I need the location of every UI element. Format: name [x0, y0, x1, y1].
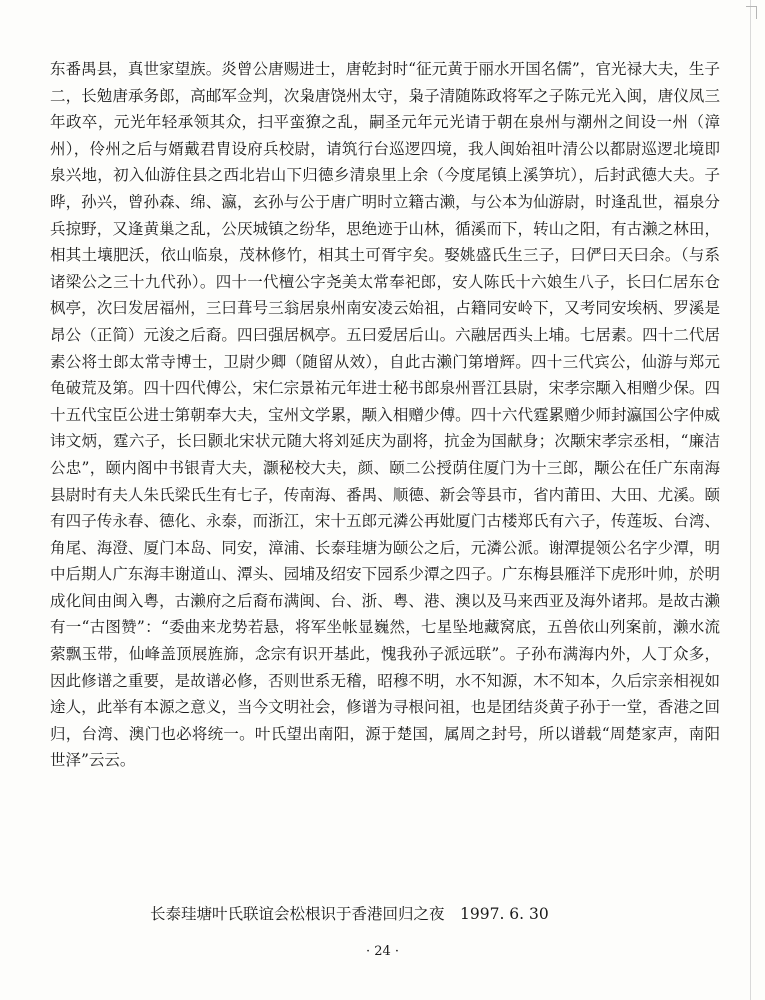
corner-scan-mark [746, 6, 757, 19]
signature-line: 长泰珪塘叶氏联谊会松根识于香港回归之夜 1997. 6. 30 [150, 905, 549, 923]
page-number: · 24 · [365, 944, 400, 959]
genealogy-body-text: 东番禺县，真世家望族。炎曾公唐赐进士，唐乾封时“征元黄于丽水开国名儒”，官光禄大夫，生子二，长勉唐承务郎，高邮军佥判，次枭唐饶州太守，枭子清随陈政将军之子陈元光入闽，唐仪凤三年政卒，元光年轻承领其众，扫平蛮獠之乱，嗣圣元年元光请于朝在泉州与潮州之间设一州（漳州），伶州之后与婿戴君胄设府兵校尉，请筑行台巡逻四境，我人闽始祖叶清公以都尉巡逻北境即泉兴地，初入仙游住县之西北岩山下归德乡清泉里上余（今度尾镇上溪笋坑），后封武德大夫。子晔，孙兴，曾孙森、绵、瀛，玄孙与公于唐广明时立籍古濑，与公本为仙游尉，时逢乱世，福泉分兵掠野，又逢黄巢之乱，公厌城镇之纷华，思绝迹于山林，循溪而下，转山之阳，有古濑之林田，相其土壤肥沃，依山临泉，茂林修竹，相其土可胥宇矣。娶姚盛氏生三子，曰俨曰天曰余。（与系诸梁公之三十九代孙）。四十一代檀公字尧美太常奉祀郎，安人陈氏十六娘生八子，长曰仁居东仓枫亭，次曰发居福州，三曰葺号三翁居泉州南安凌云始祖，占籍同安岭下，又考同安埃柄、罗溪是昂公（正简）元浚之后裔。四曰强居枫亭。五曰爱居后山。六融居西头上埔。七居素。四十二代居素公将士郎太常寺博士，卫尉少卿（随留从效），自此古濑门第增辉。四十三代宾公，仙游与郑元龟破荒及第。四十四代傅公，宋仁宗景祐元年进士秘书郎泉州晋江县尉，宋孝宗颙入相赠少保。四十五代宝臣公进士第朝奉大夫，宝州文学累，颙入相赠少傅。四十六代霆累赠少师封瀛国公字仲威讳文炳，霆六子，长曰颢北宋状元随大将刘延庆为副将，抗金为国献身；次颙宋孝宗丞相，“廉洁公忠”，颐内阁中书银青大夫，灏秘校大夫，颜、颐二公授荫住厦门为十三郎，颙公在任广东南海县尉时有夫人朱氏梁氏生有七子，传南海、番禺、顺德、新会等县市，省内莆田、大田、尤溪。颐有四子传永春、德化、永泰，而浙江，宋十五郎元潾公再妣厦门古楼郑氏有六子，传莲坂、台湾、角尾、海澄、厦门本岛、同安，漳浦、长泰珪塘为颐公之后，元潾公派。谢潭提领公名字少潭，明中后期人广东海丰谢道山、潭头、园埔及绍安下园系少潭之四子。广东梅县雁洋下虎形叶帅，於明成化间由闽入粤，古濑府之后裔布满闽、台、浙、粤、港、澳以及马来西亚及海外诸邦。是故古濑有一“古图赞”：“委曲来龙势若悬，将军坐帐显巍然，七星坠地藏窝底，五兽依山列案前，濑水流萦飘玉带，仙峰盖顶展旌旆，念宗有识开基此，愧我孙子派远联”。子孙布满海内外，人丁众多，因此修谱之重要，是故谱必修，否则世系无稽，昭穆不明，水不知源，木不知本，久后宗亲相视如途人，此举有本源之意义，当今文明社会，修谱为寻根问祖，也是团结炎黄子孙于一堂，香港之回归，台湾、澳门也必将统一。叶氏望出南阳，源于楚国，属周之封号，所以谱载“周楚家声，南阳世泽”云云。 [50, 60, 720, 770]
scan-edge-line [750, 0, 751, 1000]
